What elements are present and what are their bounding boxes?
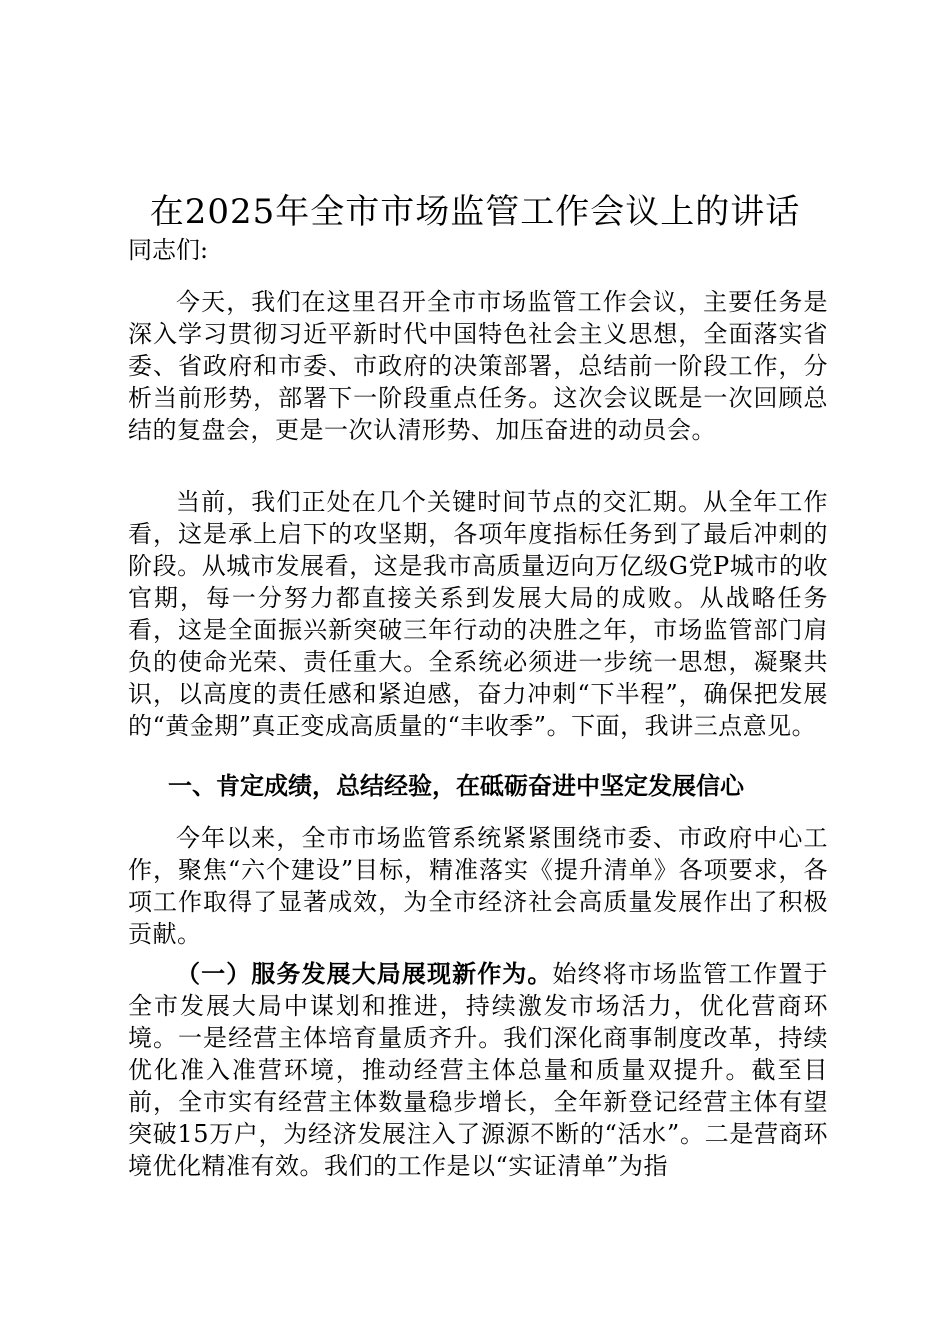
salutation: 同志们: [128, 236, 209, 264]
section-paragraph: 今年以来，全市市场监管系统紧紧围绕市委、市政府中心工作，聚焦“六个建设”目标，精准落实《提升清单》各项要求，各项工作取得了显著成效，为全市经济社会高质量发展作出了积极贡献。 [128, 824, 828, 948]
paragraph-opening: 今天，我们在这里召开全市市场监管工作会议，主要任务是深入学习贯彻习近平新时代中国特色社会主义思想，全面落实省委、省政府和市委、市政府的决策部署，总结前一阶段工作，分析当前形势，部署下一阶段重点任务。这次会议既是一次回顾总结的复盘会，更是一次认清形势、加压奋进的动员会。 [128, 288, 828, 444]
section-heading: 一、肯定成绩，总结经验，在砥砺奋进中坚定发展信心 [168, 771, 744, 800]
subsection-text: 始终将市场监管工作置于全市发展大局中谋划和推进，持续激发市场活力，优化营商环境。一是经营主体培育量质齐升。我们深化商事制度改革，持续优化准入准营环境，推动经营主体总量和质量双提升。截至目前，全市实有经营主体数量稳步增长，全年新登记经营主体有望突破15万户，为经济发展注入了源源不断的“活水”。二是营商环境优化精准有效。我们的工作是以“实证清单”为指 [128, 960, 828, 1180]
subsection-paragraph [128, 958, 828, 1182]
subsection-lead: （一）服务发展大局展现新作为。 [176, 959, 553, 988]
document-title: 在2025年全市市场监管工作会议上的讲话 [149, 191, 801, 232]
paragraph-situation: 当前，我们正处在几个关键时间节点的交汇期。从全年工作看，这是承上启下的攻坚期，各项年度指标任务到了最后冲刺的阶段。从城市发展看，这是我市高质量迈向万亿级G党P城市的收官期，每一分努力都直接关系到发展大局的成败。从战略任务看，这是全面振兴新突破三年行动的决胜之年，市场监管部门肩负的使命光荣、责任重大。全系统必须进一步统一思想，凝聚共识，以高度的责任感和紧迫感，奋力冲刺“下半程”，确保把发展的“黄金期”真正变成高质量的“丰收季”。下面，我讲三点意见。 [128, 488, 828, 740]
